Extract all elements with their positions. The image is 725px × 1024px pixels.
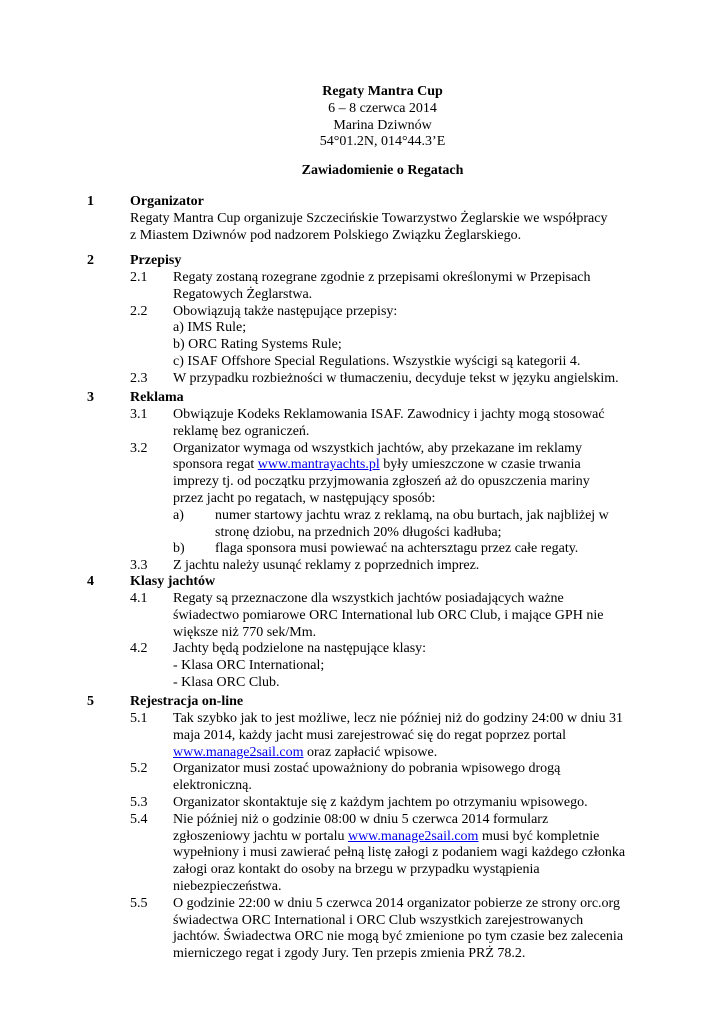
clause-text: musi być kompletnie (478, 828, 600, 844)
section-title: Organizator (130, 194, 204, 209)
clause-number: 2.3 (130, 370, 148, 386)
manage2sail-link[interactable]: www.manage2sail.com (347, 828, 479, 844)
regatta-venue: Marina Dziwnów (333, 117, 432, 133)
clause-line: Nie później niż o godzinie 08:00 w dniu 5 czerwca 2014 formularz (173, 811, 549, 827)
clause-line: Tak szybko jak to jest możliwe, lecz nie później niż do godziny 24:00 w dniu 31 (173, 711, 624, 726)
clause-number: 2.2 (130, 303, 148, 319)
notice-title: Zawiadomienie o Regatach (301, 163, 464, 178)
clause-2-3 (130, 371, 650, 388)
clause-line: Regaty zostaną rozegrane zgodnie z przepisami określonymi w Przepisach (173, 270, 591, 285)
sub-item-b (130, 541, 650, 558)
clause-line: reklamę bez ograniczeń. (173, 423, 310, 439)
regatta-header (0, 84, 725, 151)
clause-number: 2.1 (130, 270, 148, 285)
clause-line: Organizator skontaktuje się z każdym jachtem po otrzymaniu wpisowego. (173, 794, 588, 810)
section-title: Klasy jachtów (130, 574, 216, 589)
list-item: - Klasa ORC International; (173, 658, 325, 674)
clause-number: 3.1 (130, 407, 148, 422)
section-title: Rejestracja on-line (130, 694, 244, 709)
clause-3-3 (130, 558, 650, 575)
clause-number: 5.3 (130, 794, 148, 810)
clause-line: mierniczego regat i zgody Jury. Ten przepis zmienia PRŻ 78.2. (173, 946, 526, 962)
section-title: Reklama (130, 390, 184, 405)
clause-line: świadectwo pomiarowe ORC International lub ORC Club, i mające GPH nie (173, 607, 604, 623)
sub-item-line: numer startowy jachtu wraz z reklamą, na obu burtach, jak najbliżej w (215, 507, 609, 523)
clause-line (173, 745, 650, 762)
sub-item-line: flaga sponsora musi powiewać na achtersztagu przez całe regaty. (215, 541, 579, 557)
sub-item-label: b) (173, 541, 185, 557)
clause-line: Obowiązują także następujące przepisy: (173, 303, 398, 319)
clause-number: 4.2 (130, 641, 148, 657)
clause-line: Organizator wymaga od wszystkich jachtów, aby przekazane im reklamy (173, 440, 582, 456)
clause-line: przez jacht po regatach, w następujący sposób: (173, 490, 436, 506)
clause-line: elektroniczną. (173, 778, 252, 794)
section-title: Przepisy (130, 253, 182, 268)
clause-line: maja 2014, każdy jacht musi zarejestrować się do regat poprzez portal (173, 727, 567, 743)
clause-line: wypełniony i musi zawierać pełną listę załogi z podaniem wagi każdego członka (173, 845, 626, 861)
clause-number: 5.5 (130, 895, 148, 911)
clause-text: były umieszczone w czasie trwania (379, 457, 581, 473)
clause-5-1 (130, 711, 650, 761)
manage2sail-link[interactable]: www.manage2sail.com (173, 744, 304, 760)
clause-line: jachtów. Świadectwa ORC nie mogą być zmienione po tym czasie bez zalecenia (173, 929, 624, 945)
clause-number: 5.2 (130, 761, 148, 777)
clause-text: sponsora regat (173, 457, 258, 473)
clause-line: Jachty będą podzielone na następujące klasy: (173, 641, 427, 657)
paragraph-line: Regaty Mantra Cup organizuje Szczecińskie Towarzystwo Żeglarskie we współpracy (130, 211, 608, 226)
clause-line: W przypadku rozbieżności w tłumaczeniu, decyduje tekst w języku angielskim. (173, 370, 619, 386)
clause-5-5 (130, 896, 650, 963)
list-item: c) ISAF Offshore Special Regulations. Wszystkie wyścigi są kategorii 4. (173, 353, 581, 369)
clause-text: zgłoszeniowy jachtu w portalu (173, 828, 348, 844)
paragraph-line: z Miastem Dziwnów pod nadzorem Polskiego Związku Żeglarskiego. (130, 227, 522, 243)
clause-4-1 (130, 591, 650, 641)
clause-line: Regatowych Żeglarstwa. (173, 286, 313, 302)
clause-3-1 (130, 407, 650, 441)
clause-line: Obwiązuje Kodeks Reklamowania ISAF. Zawodnicy i jachty mogą stosować (173, 407, 605, 422)
clause-4-2 (130, 641, 650, 691)
clause-line: Regaty są przeznaczone dla wszystkich jachtów posiadających ważne (173, 591, 564, 606)
clause-number: 4.1 (130, 591, 148, 606)
clause-line: Z jachtu należy usunąć reklamy z poprzednich imprez. (173, 558, 480, 574)
sponsor-link[interactable]: www.mantrayachts.pl (257, 457, 380, 473)
clause-line: załogi oraz kontakt do osoby na brzegu w przypadku wystąpienia (173, 862, 540, 878)
section-number: 1 (87, 194, 94, 209)
clause-line: świadectwa ORC International i ORC Club wszystkich zarejestrowanych (173, 912, 584, 928)
clause-line: O godzinie 22:00 w dniu 5 czerwca 2014 organizator pobierze ze strony orc.org (173, 895, 620, 911)
regatta-coordinates: 54°01.2N, 014°44.3’E (319, 134, 446, 150)
list-item: - Klasa ORC Club. (173, 674, 280, 690)
list-item: a) IMS Rule; (173, 320, 247, 336)
list-item: b) ORC Rating Systems Rule; (173, 337, 342, 353)
sub-item-line: stronę dziobu, na przednich 20% długości kadłuba; (215, 524, 502, 540)
clause-line: większe niż 770 sek/Mm. (173, 624, 317, 640)
regatta-title: Regaty Mantra Cup (322, 84, 443, 99)
clause-5-3 (130, 795, 650, 812)
clause-number: 3.2 (130, 440, 148, 456)
section-number: 3 (87, 390, 94, 405)
sub-item-a (130, 508, 650, 542)
clause-5-2 (130, 761, 650, 795)
clause-line: niebezpieczeństwa. (173, 878, 282, 894)
clause-number: 5.4 (130, 811, 148, 827)
clause-text: oraz zapłacić wpisowe. (303, 744, 438, 760)
regatta-dates: 6 – 8 czerwca 2014 (328, 100, 437, 116)
clause-line (173, 457, 650, 474)
sub-item-label: a) (173, 507, 184, 523)
section-number: 4 (87, 574, 94, 589)
clause-2-2 (130, 304, 650, 371)
clause-3-2 (130, 441, 650, 559)
clause-line: imprezy tj. od początku przyjmowania zgłoszeń aż do opuszczenia mariny (173, 474, 590, 490)
section-number: 2 (87, 253, 94, 268)
clause-number: 3.3 (130, 558, 148, 574)
section-number: 5 (87, 694, 94, 709)
clause-number: 5.1 (130, 711, 148, 726)
clause-line (173, 829, 650, 846)
clause-line: Organizator musi zostać upoważniony do pobrania wpisowego drogą (173, 761, 561, 777)
clause-5-4 (130, 812, 650, 896)
clause-2-1 (130, 270, 650, 304)
